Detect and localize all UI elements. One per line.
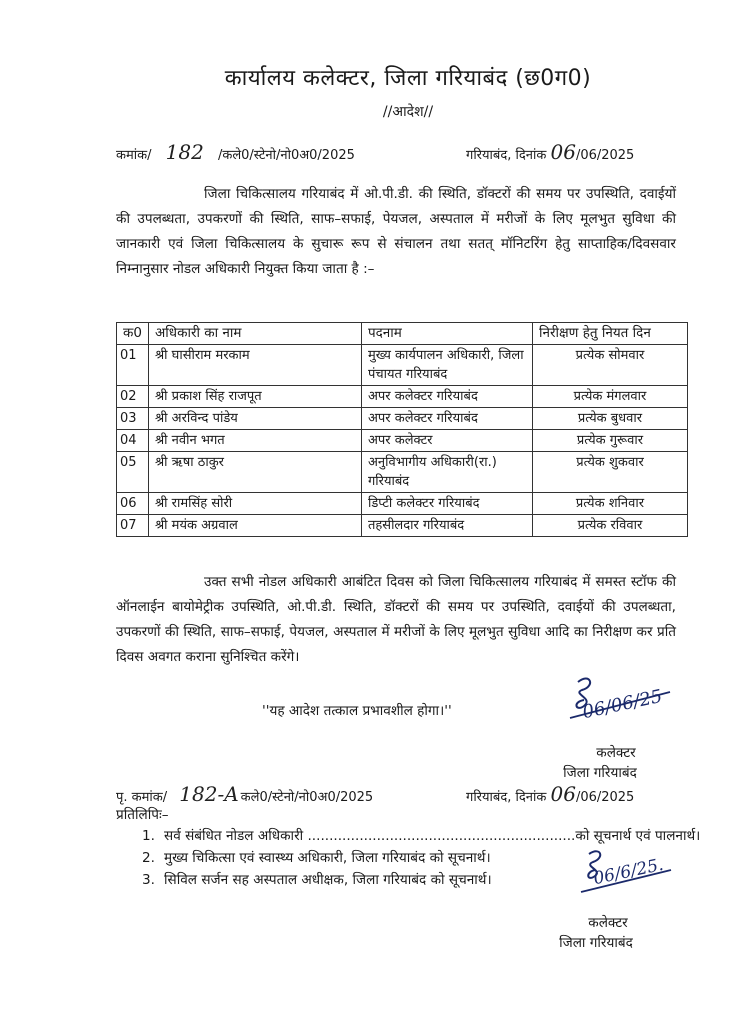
copy-reference-suffix: कले0/स्टेनो/नो0अ0/2025 [240,790,374,805]
col-header-name: अधिकारी का नाम [148,323,361,345]
collector-signature-1 [560,672,680,732]
order-label: //आदेश// [382,104,434,120]
cell-sno: 07 [117,515,149,537]
copy-reference [116,782,373,806]
cell-inspection-day: प्रत्येक शनिवार [532,493,687,515]
reference-number: 182 [165,140,204,164]
copy-reference-number: 182-A [179,782,239,806]
copy-to-item-number: 3. [142,872,155,888]
cell-designation: अपर कलेक्टर [361,430,532,452]
date-rest: /06/2025 [575,148,635,163]
reference-prefix: कमांक/ [116,148,152,163]
copy-reference-prefix: पृ. कमांक/ [116,790,168,805]
table-header-row [117,323,688,345]
signatory-district-1: जिला गरियाबंद [563,765,637,781]
second-text: उक्त सभी नोडल अधिकारी आबंटित दिवस को जिला चिकित्सालय गरियाबंद में समस्त स्टॉफ की ऑनलाईन बायोमेट्रीक उपस्थिति, ओ.पी.डी. स्थिति, डॉक्टरों की समय पर उपस्थिति, दवाईयों की उपलब्धता, उपकरणों की स्थिति, साफ–सफाई, पेयजल, अस्पताल में मरीजों के लिए मूलभुत सुविधा आदि का निरीक्षण कर प्रति दिवस अवगत कराना सुनिश्चित करेंगे। [116,574,676,665]
cell-officer-name: श्री ऋषा ठाकुर [148,452,361,493]
cell-sno: 03 [117,408,149,430]
cell-designation: तहसीलदार गरियाबंद [361,515,532,537]
table-row [117,430,688,452]
cell-officer-name: श्री नवीन भगत [148,430,361,452]
second-paragraph [116,570,676,670]
copy-to-item-text: सिविल सर्जन सह अस्पताल अधीक्षक, जिला गरियाबंद को सूचनार्थ। [164,872,492,888]
table-row [117,408,688,430]
copy-to-item-number: 2. [142,850,155,866]
table-row [117,452,688,493]
cell-inspection-day: प्रत्येक रविवार [532,515,687,537]
intro-paragraph [116,182,676,282]
table-row [117,515,688,537]
col-header-sno: क0 [117,323,149,345]
cell-designation: डिप्टी कलेक्टर गरियाबंद [361,493,532,515]
intro-text: जिला चिकित्सालय गरियाबंद में ओ.पी.डी. की स्थिति, डॉक्टरों की समय पर उपस्थिति, दवाईयों की उपलब्धता, उपकरणों की स्थिति, साफ–सफाई, पेयजल, अस्पताल में मरीजों के लिए मूलभुत सुविधा की जानकारी एवं जिला चिकित्सालय के सुचारू रूप से संचालन तथा सतत् मॉनिटरिंग हेतु साप्ताहिक/दिवसवार निम्नानुसार नोडल अधिकारी नियुक्त किया जाता है :– [116,186,676,277]
office-title: कार्यालय कलेक्टर, जिला गरियाबंद (छ0ग0) [224,66,592,91]
nodal-officer-table [116,322,688,537]
cell-designation: अनुविभागीय अधिकारी(रा.) गरियाबंद [361,452,532,493]
copy-date-label: गरियाबंद, दिनांक [466,790,547,805]
table-row [117,386,688,408]
cell-officer-name: श्री मयंक अग्रवाल [148,515,361,537]
table-row [117,493,688,515]
copy-to-item-text: सर्व संबंधित नोडल अधिकारी ..............................................................को सूचनार्थ एवं पालनार्थ। [164,828,701,844]
cell-officer-name: श्री प्रकाश सिंह राजपूत [148,386,361,408]
effect-statement: ''यह आदेश तत्काल प्रभावशील होगा।'' [262,703,452,719]
cell-officer-name: श्री अरविन्द पांडेय [148,408,361,430]
col-header-day: निरीक्षण हेतु नियत दिन [532,323,687,345]
signatory-designation-2: कलेक्टर [588,915,628,931]
signature-date-2: 06/6/25. [591,854,666,890]
copy-to-heading: प्रतिलिपिः– [116,807,169,823]
signatory-designation-1: कलेक्टर [596,745,636,761]
cell-designation: मुख्य कार्यपालन अधिकारी, जिला पंचायत गरियाबंद [361,345,532,386]
copy-to-item-text: मुख्य चिकित्सा एवं स्वास्थ्य अधिकारी, जिला गरियाबंद को सूचनार्थ। [164,850,491,866]
cell-sno: 04 [117,430,149,452]
cell-sno: 01 [117,345,149,386]
cell-sno: 05 [117,452,149,493]
signature-date-1: 06/06/25 [580,685,665,724]
cell-inspection-day: प्रत्येक शुकवार [532,452,687,493]
cell-inspection-day: प्रत्येक गुरूवार [532,430,687,452]
order-date [466,140,634,164]
copy-date [466,782,634,806]
cell-inspection-day: प्रत्येक मंगलवार [532,386,687,408]
copy-date-rest: /06/2025 [575,790,635,805]
copy-to-item-number: 1. [142,828,155,844]
cell-inspection-day: प्रत्येक सोमवार [532,345,687,386]
cell-officer-name: श्री रामसिंह सोरी [148,493,361,515]
copy-to-item [142,825,700,847]
date-day: 06 [550,140,576,164]
date-label: गरियाबंद, दिनांक [466,148,547,163]
reference-suffix: /कले0/स्टेनो/नो0अ0/2025 [217,148,355,163]
cell-designation: अपर कलेक्टर गरियाबंद [361,386,532,408]
cell-officer-name: श्री घासीराम मरकाम [148,345,361,386]
cell-designation: अपर कलेक्टर गरियाबंद [361,408,532,430]
signatory-district-2: जिला गरियाबंद [559,935,633,951]
cell-sno: 02 [117,386,149,408]
collector-signature-2 [575,848,685,908]
table-row [117,345,688,386]
col-header-designation: पदनाम [361,323,532,345]
copy-date-day: 06 [550,782,576,806]
cell-inspection-day: प्रत्येक बुधवार [532,408,687,430]
cell-sno: 06 [117,493,149,515]
order-reference [116,140,355,164]
